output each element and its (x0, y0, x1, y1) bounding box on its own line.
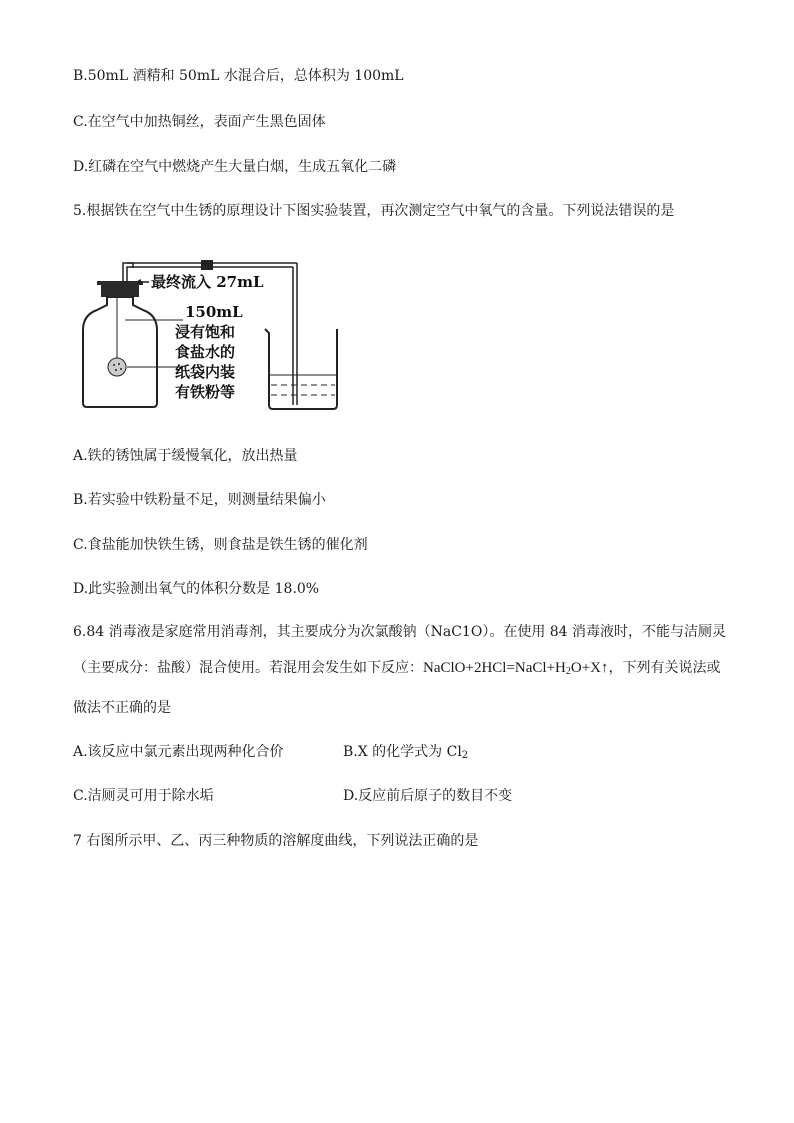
glass-tube (123, 263, 133, 283)
figure-label-bag-line3: 纸袋内装 (175, 363, 236, 381)
iron-powder-bag (108, 358, 126, 376)
q6-option-b: B.X 的化学式为 $Cl_2$ (343, 744, 469, 761)
figure-label-volume: 150mL (185, 303, 243, 321)
q5-option-c: C.食盐能加快铁生锈，则食盐是铁生锈的催化剂 (73, 537, 368, 553)
q6-option-c: C.洁厕灵可用于除水垢 (73, 788, 214, 804)
iron-rust-apparatus-figure (73, 255, 353, 420)
tube-clamp (201, 260, 213, 270)
beaker (265, 329, 337, 409)
figure-label-flow: 最终流入 27mL (151, 273, 264, 291)
q6-option-a: A.该反应中氯元素出现两种化合价 (73, 744, 284, 760)
q6-stem-part2: ，下列有关说法或做法不正确的是 (73, 660, 721, 716)
q6-stem (73, 614, 733, 726)
bottle (83, 297, 157, 407)
q6-stem-part1: 6.84 消毒液是家庭常用消毒剂，其主要成分为次氯酸钠（NaC1O）。在使用 84 消毒液时，不能与洁厕灵（主要成分：盐酸）混合使用。若混用会发生如下反应： (73, 624, 727, 676)
figure-label-bag-line2: 食盐水的 (175, 343, 236, 361)
q5-stem: 5.根据铁在空气中生锈的原理设计下图实验装置，再次测定空气中氧气的含量。下列说法错误的是 (73, 203, 675, 219)
bottle-stopper (101, 283, 139, 297)
q7-stem: 7 右图所示甲、乙、丙三种物质的溶解度曲线，下列说法正确的是 (73, 833, 479, 849)
q4-option-d: D.红磷在空气中燃烧产生大量白烟，生成五氧化二磷 (73, 159, 397, 175)
q6-equation: $NaClO+2HCl=NaCl+H_2O+X↑$ (423, 660, 609, 677)
figure-label-bag-line4: 有铁粉等 (175, 383, 236, 401)
q5-option-d: D.此实验测出氧气的体积分数是 18.0% (73, 581, 320, 597)
q6-option-d: D.反应前后原子的数目不变 (343, 788, 513, 804)
q5-option-b: B.若实验中铁粉量不足，则测量结果偏小 (73, 492, 326, 508)
figure-label-bag-line1: 浸有饱和 (175, 323, 236, 341)
q4-option-c: C.在空气中加热铜丝，表面产生黑色固体 (73, 114, 326, 130)
q4-option-b: B.50mL 酒精和 50mL 水混合后，总体积为 100mL (73, 68, 404, 84)
q5-option-a: A.铁的锈蚀属于缓慢氧化，放出热量 (73, 448, 298, 464)
